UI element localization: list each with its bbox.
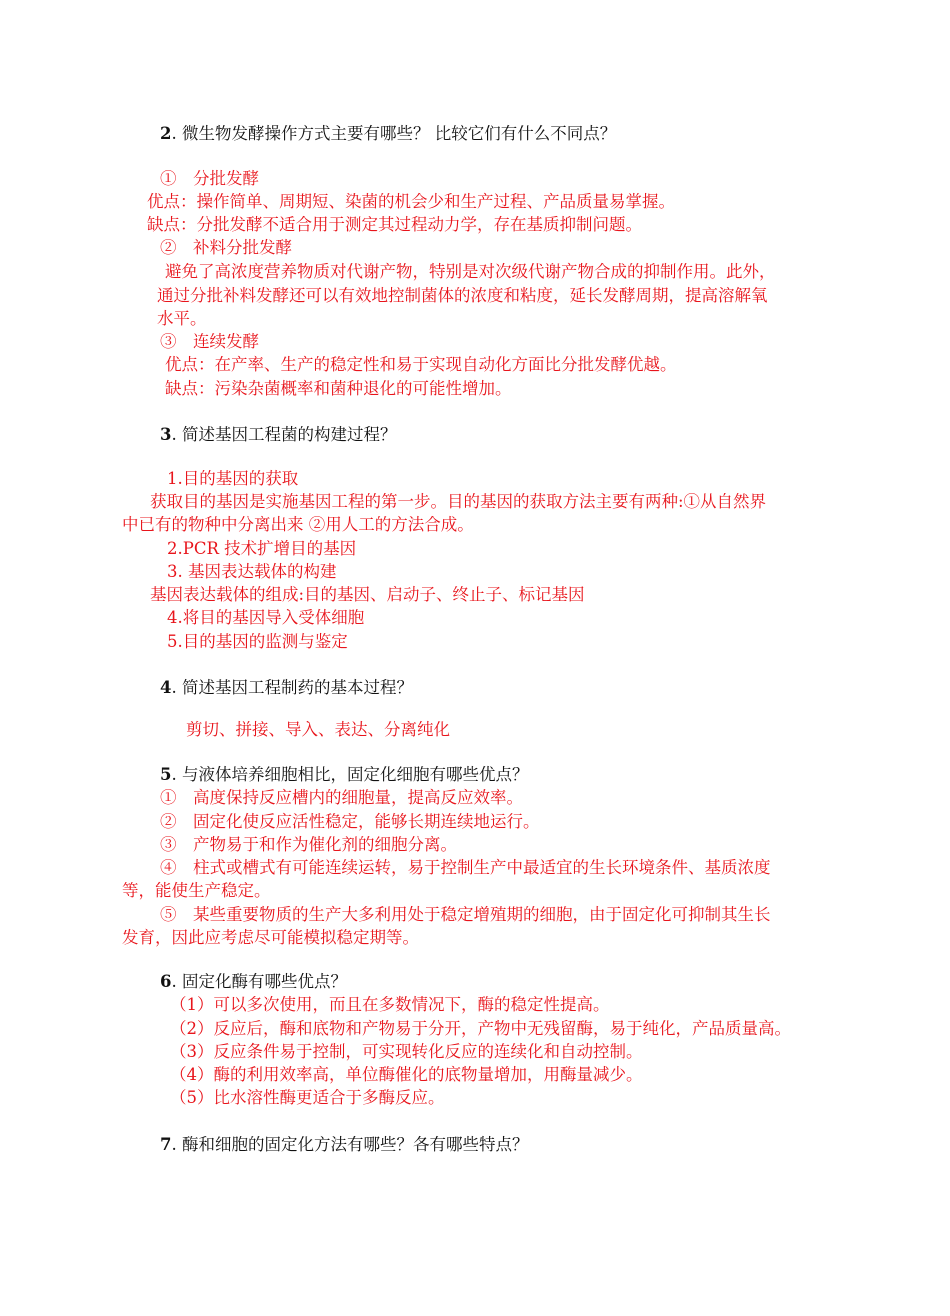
question-text: . 酶和细胞的固定化方法有哪些？各有哪些特点？ [171,1135,529,1154]
answer-line: 4.将目的基因导入受体细胞 [167,608,365,627]
question-text: . 固定化酶有哪些优点？ [171,972,347,991]
question-number: 3 [160,425,172,444]
question-number: 4 [160,678,172,697]
answer-line: ⑤ 某些重要物质的生产大多利用处于稳定增殖期的细胞，由于固定化可抑制其生长 [160,905,771,924]
question-2 [160,123,616,145]
answer-line: 1.目的基因的获取 [167,469,299,488]
answer-line: 中已有的物种中分离出来 ②用人工的方法合成。 [122,515,474,534]
answer-line: 通过分批补料发酵还可以有效地控制菌体的浓度和粘度，延长发酵周期，提高溶解氧 [157,286,768,305]
question-number: 5 [160,765,172,784]
answer-line: 缺点：分批发酵不适合用于测定其过程动力学，存在基质抑制问题。 [147,215,642,234]
answer-line: ① 高度保持反应槽内的细胞量，提高反应效率。 [160,788,523,807]
answer-line: 剪切、拼接、导入、表达、分离纯化 [186,720,450,739]
question-7 [160,1134,528,1156]
answer-line: 避免了高浓度营养物质对代谢产物，特别是对次级代谢产物合成的抑制作用。此外， [165,262,776,281]
answer-line: （5）比水溶性酶更适合于多酶反应。 [170,1088,445,1107]
answer-line: 3. 基因表达载体的构建 [167,562,337,581]
answer-line: 水平。 [157,309,207,328]
answer-line: 5.目的基因的监测与鉴定 [167,632,348,651]
answer-line: ③ 连续发酵 [160,332,259,351]
answer-line: ① 分批发酵 [160,169,259,188]
answer-line: ② 补料分批发酵 [160,238,292,257]
answer-line: 2.PCR 技术扩增目的基因 [167,539,357,558]
answer-line: （2）反应后，酶和底物和产物易于分开，产物中无残留酶，易于纯化，产品质量高。 [170,1019,791,1038]
answer-line: （3）反应条件易于控制，可实现转化反应的连续化和自动控制。 [170,1042,643,1061]
answer-line: 基因表达载体的组成:目的基因、启动子、终止子、标记基因 [150,585,585,604]
question-5 [160,764,528,786]
answer-line: 优点：在产率、生产的稳定性和易于实现自动化方面比分批发酵优越。 [165,355,677,374]
answer-line: 发育，因此应考虑尽可能模拟稳定期等。 [122,928,419,947]
question-3 [160,424,396,446]
question-number: 6 [160,972,172,991]
question-text: . 与液体培养细胞相比，固定化细胞有哪些优点？ [171,765,529,784]
question-text: . 微生物发酵操作方式主要有哪些？ 比较它们有什么不同点？ [171,124,617,143]
answer-line: 缺点：污染杂菌概率和菌种退化的可能性增加。 [165,379,512,398]
question-number: 7 [160,1135,172,1154]
question-6 [160,971,347,993]
question-text: . 简述基因工程制药的基本过程？ [171,678,413,697]
answer-line: 获取目的基因是实施基因工程的第一步。目的基因的获取方法主要有两种:①从自然界 [150,492,767,511]
answer-line: ② 固定化使反应活性稳定，能够长期连续地运行。 [160,812,540,831]
question-text: . 简述基因工程菌的构建过程？ [171,425,397,444]
answer-line: 等，能使生产稳定。 [122,881,271,900]
question-number: 2 [160,124,172,143]
question-4 [160,677,413,699]
answer-line: ④ 柱式或槽式有可能连续运转，易于控制生产中最适宜的生长环境条件、基质浓度 [160,858,771,877]
answer-line: ③ 产物易于和作为催化剂的细胞分离。 [160,835,457,854]
answer-line: 优点：操作简单、周期短、染菌的机会少和生产过程、产品质量易掌握。 [147,192,675,211]
answer-line: （4）酶的利用效率高，单位酶催化的底物量增加，用酶量减少。 [170,1065,643,1084]
answer-line: （1）可以多次使用，而且在多数情况下，酶的稳定性提高。 [170,995,610,1014]
